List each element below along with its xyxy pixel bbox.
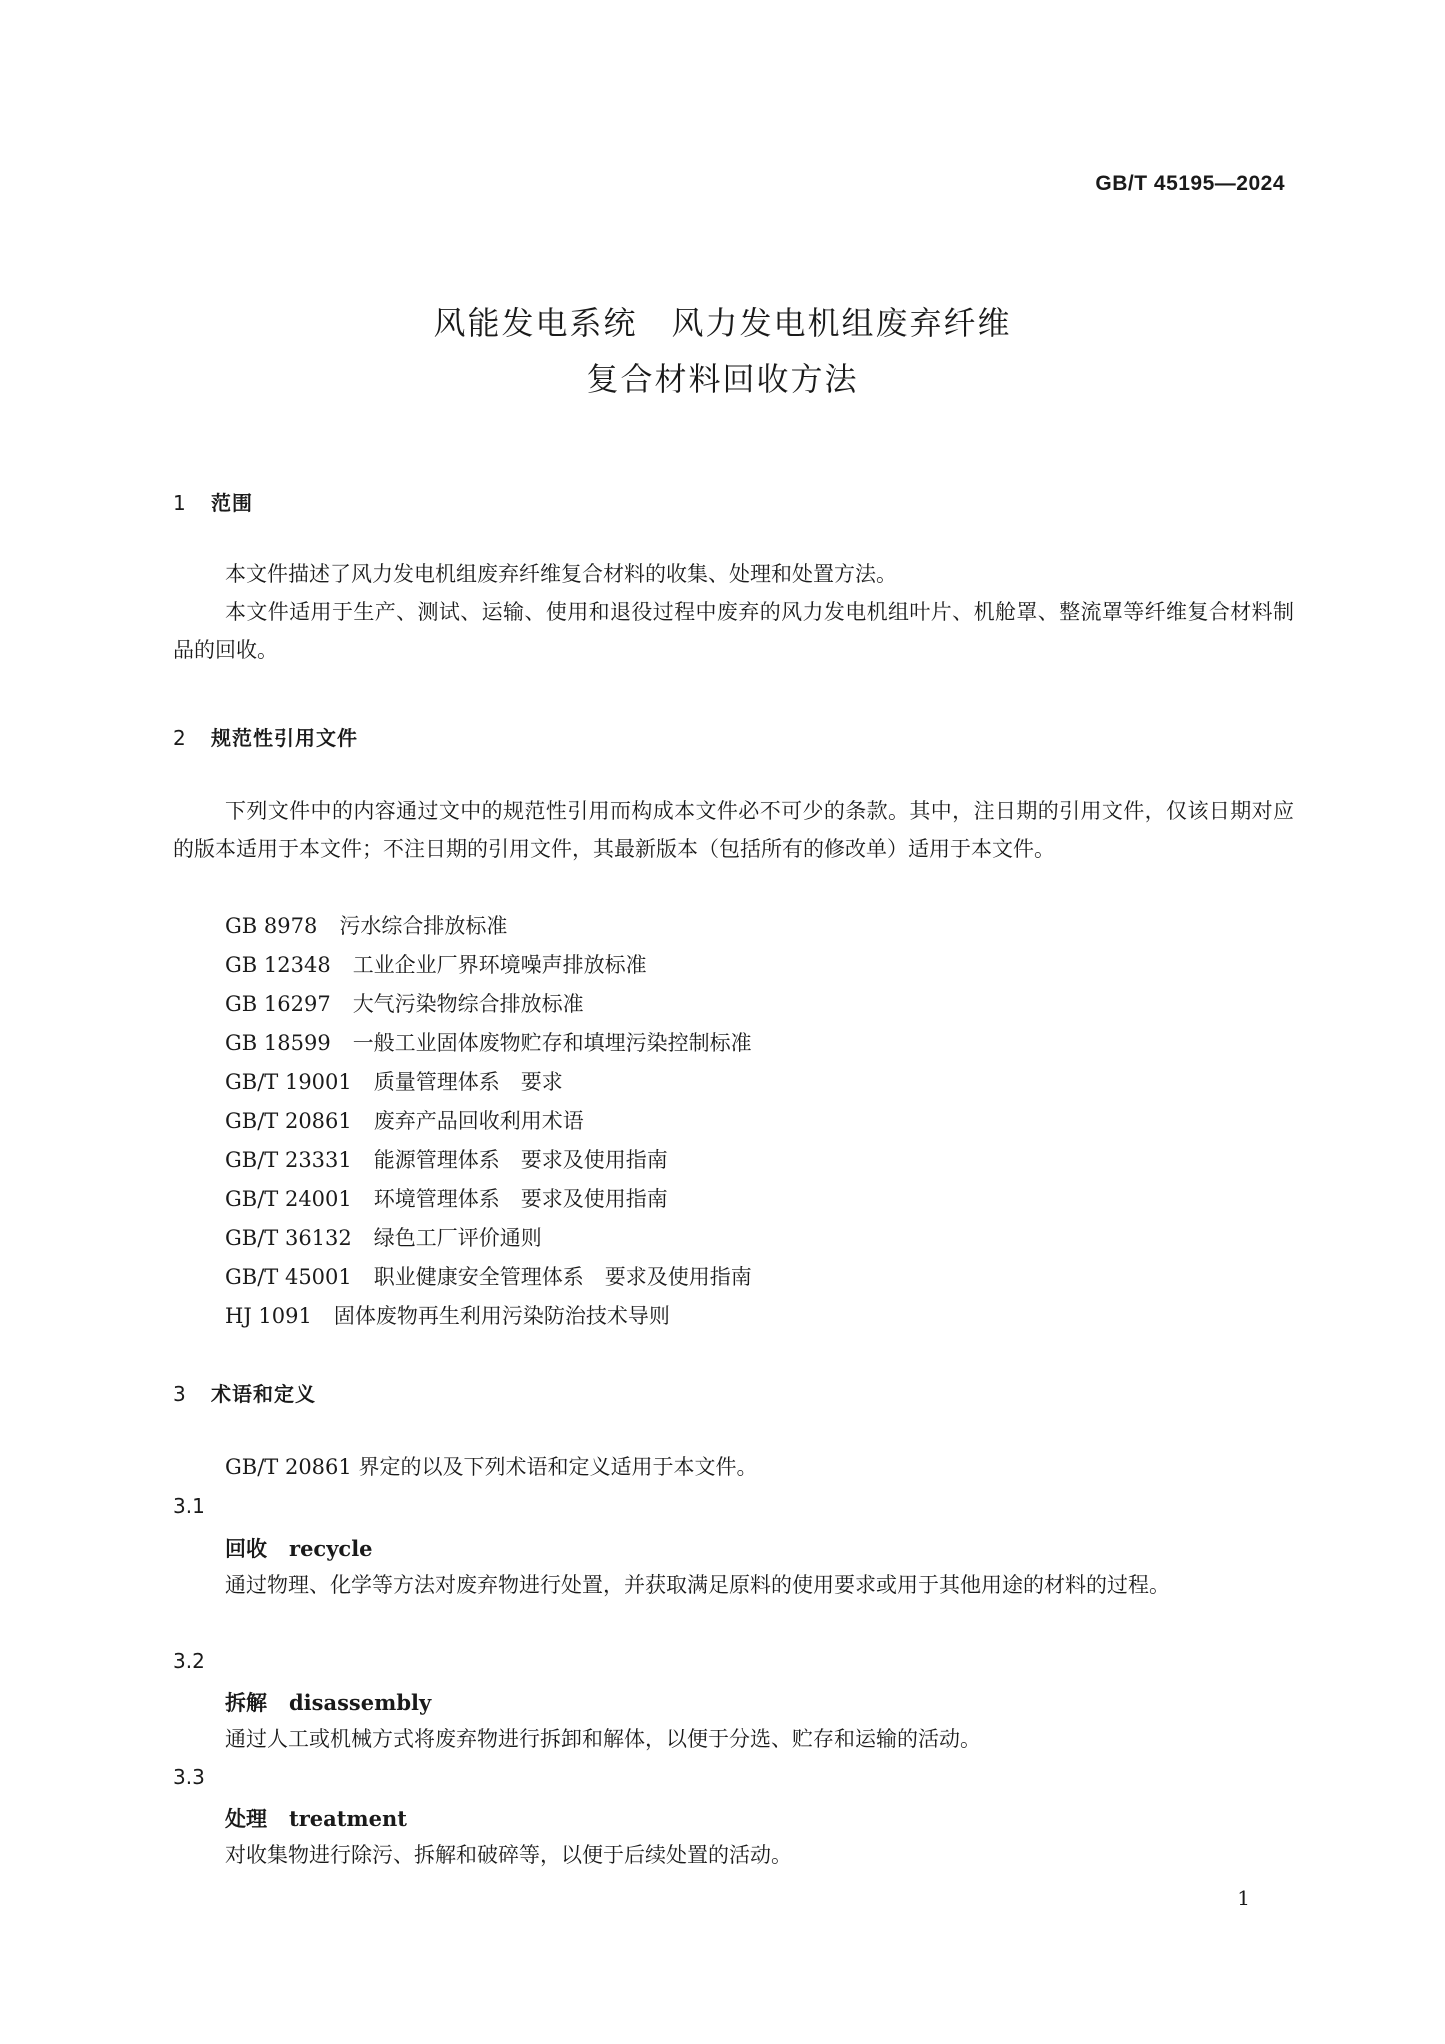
reference-item bbox=[225, 985, 752, 1024]
document-number: GB/T 45195—2024 bbox=[1095, 172, 1285, 195]
reference-code: GB/T 20861 bbox=[225, 1109, 352, 1133]
title-line-2: 复合材料回收方法 bbox=[586, 360, 859, 398]
section-1-paragraph-1: 本文件描述了风力发电机组废弃纤维复合材料的收集、处理和处置方法。 bbox=[225, 562, 897, 586]
reference-code: GB/T 19001 bbox=[225, 1070, 352, 1094]
reference-item bbox=[225, 1180, 752, 1219]
term-heading bbox=[225, 1687, 431, 1717]
section-1-heading bbox=[173, 487, 253, 516]
reference-item bbox=[225, 1297, 752, 1336]
section-1-paragraph-2: 本文件适用于生产、测试、运输、使用和退役过程中废弃的风力发电机组叶片、机舱罩、整流罩等纤维复合材料制品的回收。 bbox=[173, 600, 1294, 662]
reference-code: HJ 1091 bbox=[225, 1304, 312, 1328]
term-en: treatment bbox=[289, 1806, 407, 1831]
section-title: 规范性引用文件 bbox=[211, 726, 358, 750]
term-heading bbox=[225, 1533, 373, 1563]
reference-item bbox=[225, 1024, 752, 1063]
reference-code: GB/T 36132 bbox=[225, 1226, 352, 1250]
term-zh: 回收 bbox=[225, 1536, 267, 1561]
term-number: 3.2 bbox=[173, 1649, 205, 1673]
reference-title: 大气污染物综合排放标准 bbox=[352, 992, 584, 1016]
reference-item bbox=[225, 1102, 752, 1141]
reference-title: 能源管理体系 要求及使用指南 bbox=[373, 1148, 668, 1172]
reference-item bbox=[225, 1219, 752, 1258]
section-2-paragraph-1: 下列文件中的内容通过文中的规范性引用而构成本文件必不可少的条款。其中，注日期的引用文件，仅该日期对应的版本适用于本文件；不注日期的引用文件，其最新版本（包括所有的修改单）适用于本文件。 bbox=[173, 799, 1294, 861]
reference-title: 绿色工厂评价通则 bbox=[373, 1226, 542, 1250]
section-number: 3 bbox=[173, 1382, 187, 1406]
reference-code: GB 12348 bbox=[225, 953, 331, 977]
reference-item bbox=[225, 907, 752, 946]
term-heading bbox=[225, 1803, 407, 1833]
reference-item bbox=[225, 1063, 752, 1102]
term-en: recycle bbox=[289, 1536, 373, 1561]
reference-item bbox=[225, 1258, 752, 1297]
reference-title: 废弃产品回收利用术语 bbox=[373, 1109, 584, 1133]
normative-reference-list bbox=[225, 907, 752, 1336]
reference-title: 一般工业固体废物贮存和填埋污染控制标准 bbox=[352, 1031, 752, 1055]
reference-code: GB/T 24001 bbox=[225, 1187, 352, 1211]
reference-item bbox=[225, 1141, 752, 1180]
reference-code: GB 18599 bbox=[225, 1031, 331, 1055]
term-zh: 处理 bbox=[225, 1806, 267, 1831]
section-number: 1 bbox=[173, 491, 187, 515]
reference-code: GB 8978 bbox=[225, 914, 318, 938]
reference-title: 环境管理体系 要求及使用指南 bbox=[373, 1187, 668, 1211]
section-2-heading bbox=[173, 722, 358, 751]
term-definition: 通过物理、化学等方法对废弃物进行处置，并获取满足原料的使用要求或用于其他用途的材料的过程。 bbox=[225, 1573, 1170, 1597]
reference-title: 质量管理体系 要求 bbox=[373, 1070, 563, 1094]
term-number: 3.3 bbox=[173, 1765, 205, 1789]
section-3-heading bbox=[173, 1378, 316, 1407]
section-title: 范围 bbox=[211, 491, 253, 515]
section-3-intro: GB/T 20861 界定的以及下列术语和定义适用于本文件。 bbox=[225, 1455, 758, 1479]
term-en: disassembly bbox=[289, 1690, 432, 1715]
reference-code: GB/T 23331 bbox=[225, 1148, 352, 1172]
reference-title: 污水综合排放标准 bbox=[339, 914, 508, 938]
reference-code: GB/T 45001 bbox=[225, 1265, 352, 1289]
reference-title: 工业企业厂界环境噪声排放标准 bbox=[352, 953, 647, 977]
document-title bbox=[0, 295, 1445, 407]
section-title: 术语和定义 bbox=[211, 1382, 316, 1406]
reference-title: 职业健康安全管理体系 要求及使用指南 bbox=[373, 1265, 752, 1289]
term-definition: 对收集物进行除污、拆解和破碎等，以便于后续处置的活动。 bbox=[225, 1843, 792, 1867]
reference-title: 固体废物再生利用污染防治技术导则 bbox=[333, 1304, 670, 1328]
reference-code: GB 16297 bbox=[225, 992, 331, 1016]
section-number: 2 bbox=[173, 726, 187, 750]
title-line-1: 风能发电系统 风力发电机组废弃纤维 bbox=[433, 304, 1012, 342]
page-number: 1 bbox=[1237, 1886, 1250, 1910]
reference-item bbox=[225, 946, 752, 985]
term-number: 3.1 bbox=[173, 1494, 205, 1518]
term-definition: 通过人工或机械方式将废弃物进行拆卸和解体，以便于分选、贮存和运输的活动。 bbox=[225, 1727, 981, 1751]
term-zh: 拆解 bbox=[225, 1690, 267, 1715]
